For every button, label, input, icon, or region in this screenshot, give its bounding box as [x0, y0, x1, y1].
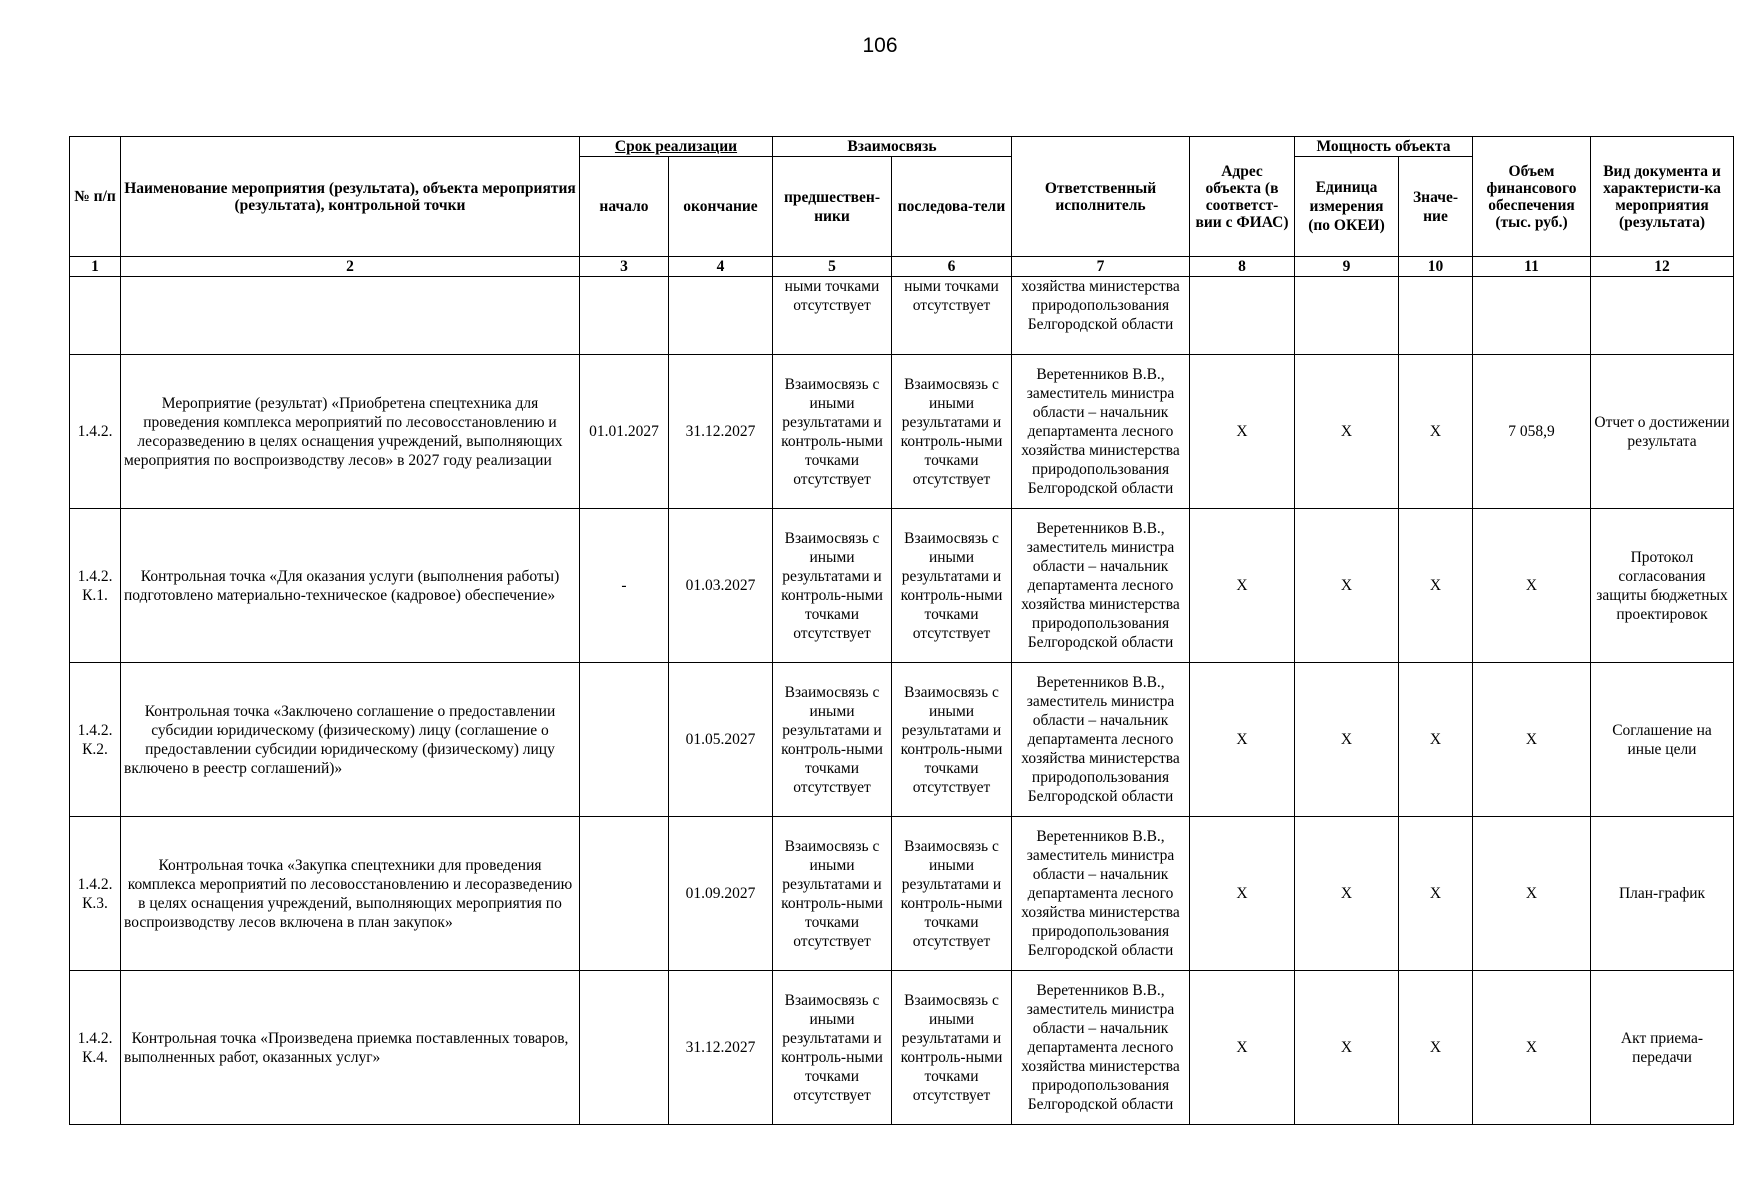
page-number: 106	[862, 34, 898, 57]
cell-end: 31.12.2027	[669, 971, 773, 1125]
plan-table	[69, 136, 1734, 1125]
table-body	[70, 277, 1734, 1125]
cell-end: 31.12.2027	[669, 355, 773, 509]
cell-successors: Взаимосвязь с иными результатами и контроль-ными точками отсутствует	[892, 355, 1012, 509]
cell-unit: X	[1295, 509, 1399, 663]
colnum-12: 12	[1591, 257, 1734, 277]
cell-responsible: Веретенников В.В., заместитель министра области – начальник департамента лесного хозяйства министерства природопользования Белгородской области	[1012, 355, 1190, 509]
colnum-3: 3	[580, 257, 669, 277]
cell-doc: План-график	[1591, 817, 1734, 971]
cell-num: 1.4.2. К.1.	[70, 509, 121, 663]
cell-unit: X	[1295, 355, 1399, 509]
colnum-9: 9	[1295, 257, 1399, 277]
table-header	[70, 137, 1734, 277]
header-term-group	[580, 137, 773, 157]
header-start: начало	[580, 157, 669, 257]
cell-start: 01.01.2027	[580, 355, 669, 509]
header-doc: Вид документа и характеристи-ка мероприятия (результата)	[1591, 137, 1734, 257]
cell-volume: X	[1473, 663, 1591, 817]
cell-volume: X	[1473, 817, 1591, 971]
header-value: Значе-ние	[1399, 157, 1473, 257]
colnum-2: 2	[121, 257, 580, 277]
cell-predecessors: Взаимосвязь с иными результатами и контроль-ными точками отсутствует	[773, 509, 892, 663]
cell-num: 1.4.2. К.2.	[70, 663, 121, 817]
header-predecessors: предшествен-ники	[773, 157, 892, 257]
header-capacity-group: Мощность объекта	[1295, 137, 1473, 157]
cell-address: X	[1190, 509, 1295, 663]
cell-unit	[1295, 277, 1399, 355]
cell-start	[580, 817, 669, 971]
colnum-10: 10	[1399, 257, 1473, 277]
cell-start	[580, 663, 669, 817]
cell-responsible: Веретенников В.В., заместитель министра области – начальник департамента лесного хозяйства министерства природопользования Белгородской области	[1012, 663, 1190, 817]
cell-start	[580, 277, 669, 355]
cell-value: X	[1399, 509, 1473, 663]
header-successors: последова-тели	[892, 157, 1012, 257]
cell-address: X	[1190, 817, 1295, 971]
colnum-6: 6	[892, 257, 1012, 277]
cell-name: Мероприятие (результат) «Приобретена спецтехника для проведения комплекса мероприятий по лесовосстановлению и лесоразведению в целях оснащения учреждений, выполняющих мероприятия по воспроизводству лесов» в 2027 году реализации	[121, 355, 580, 509]
cell-unit: X	[1295, 817, 1399, 971]
header-address: Адрес объекта (в соответст-вии с ФИАС)	[1190, 137, 1295, 257]
cell-successors: Взаимосвязь с иными результатами и контроль-ными точками отсутствует	[892, 971, 1012, 1125]
colnum-11: 11	[1473, 257, 1591, 277]
header-num: № п/п	[70, 137, 121, 257]
colnum-5: 5	[773, 257, 892, 277]
cell-predecessors: Взаимосвязь с иными результатами и контроль-ными точками отсутствует	[773, 355, 892, 509]
colnum-7: 7	[1012, 257, 1190, 277]
table-row	[70, 663, 1734, 817]
cell-responsible: Веретенников В.В., заместитель министра области – начальник департамента лесного хозяйства министерства природопользования Белгородской области	[1012, 817, 1190, 971]
cell-volume	[1473, 277, 1591, 355]
cell-value: X	[1399, 971, 1473, 1125]
cell-unit: X	[1295, 663, 1399, 817]
cell-num: 1.4.2. К.4.	[70, 971, 121, 1125]
header-end: окончание	[669, 157, 773, 257]
cell-address	[1190, 277, 1295, 355]
cell-end: 01.05.2027	[669, 663, 773, 817]
table-row	[70, 355, 1734, 509]
cell-address: X	[1190, 355, 1295, 509]
cell-doc	[1591, 277, 1734, 355]
cell-value: X	[1399, 355, 1473, 509]
cell-successors: ными точками отсутствует	[892, 277, 1012, 355]
header-responsible: Ответственный исполнитель	[1012, 137, 1190, 257]
cell-value	[1399, 277, 1473, 355]
cell-predecessors: Взаимосвязь с иными результатами и контроль-ными точками отсутствует	[773, 663, 892, 817]
header-term-group-label: Срок реализации	[614, 138, 738, 155]
table-row	[70, 817, 1734, 971]
cell-predecessors: ными точками отсутствует	[773, 277, 892, 355]
header-unit: Единица измерения (по ОКЕИ)	[1295, 157, 1399, 257]
header-name: Наименование мероприятия (результата), объекта мероприятия (результата), контрольной точки	[121, 137, 580, 257]
header-link-group: Взаимосвязь	[773, 137, 1012, 157]
cell-responsible: хозяйства министерства природопользования Белгородской области	[1012, 277, 1190, 355]
colnum-8: 8	[1190, 257, 1295, 277]
cell-end: 01.09.2027	[669, 817, 773, 971]
cell-name: Контрольная точка «Для оказания услуги (выполнения работы) подготовлено материально-техническое (кадровое) обеспечение»	[121, 509, 580, 663]
cell-volume: X	[1473, 509, 1591, 663]
cell-doc: Отчет о достижении результата	[1591, 355, 1734, 509]
cell-start	[580, 971, 669, 1125]
cell-num: 1.4.2. К.3.	[70, 817, 121, 971]
cell-predecessors: Взаимосвязь с иными результатами и контроль-ными точками отсутствует	[773, 971, 892, 1125]
cell-name: Контрольная точка «Закупка спецтехники для проведения комплекса мероприятий по лесовосстановлению и лесоразведению в целях оснащения учреждений, выполняющих мероприятия по воспроизводству лесов включена в план закупок»	[121, 817, 580, 971]
cell-num	[70, 277, 121, 355]
table-row	[70, 971, 1734, 1125]
cell-doc: Соглашение на иные цели	[1591, 663, 1734, 817]
cell-successors: Взаимосвязь с иными результатами и контроль-ными точками отсутствует	[892, 509, 1012, 663]
cell-doc: Протокол согласования защиты бюджетных проектировок	[1591, 509, 1734, 663]
cell-end: 01.03.2027	[669, 509, 773, 663]
cell-value: X	[1399, 817, 1473, 971]
cell-predecessors: Взаимосвязь с иными результатами и контроль-ными точками отсутствует	[773, 817, 892, 971]
cell-successors: Взаимосвязь с иными результатами и контроль-ными точками отсутствует	[892, 817, 1012, 971]
cell-volume: 7 058,9	[1473, 355, 1591, 509]
cell-responsible: Веретенников В.В., заместитель министра области – начальник департамента лесного хозяйства министерства природопользования Белгородской области	[1012, 971, 1190, 1125]
cell-volume: X	[1473, 971, 1591, 1125]
table-row	[70, 509, 1734, 663]
cell-address: X	[1190, 663, 1295, 817]
cell-address: X	[1190, 971, 1295, 1125]
header-volume: Объем финансового обеспечения (тыс. руб.)	[1473, 137, 1591, 257]
cell-value: X	[1399, 663, 1473, 817]
continuation-row	[70, 277, 1734, 355]
colnum-1: 1	[70, 257, 121, 277]
cell-name: Контрольная точка «Заключено соглашение о предоставлении субсидии юридическому (физическому) лицу (соглашение о предоставлении субсидии юридическому (физическому) лицу включено в реестр соглашений)»	[121, 663, 580, 817]
cell-end	[669, 277, 773, 355]
cell-doc: Акт приема-передачи	[1591, 971, 1734, 1125]
cell-unit: X	[1295, 971, 1399, 1125]
cell-name: Контрольная точка «Произведена приемка поставленных товаров, выполненных работ, оказанных услуг»	[121, 971, 580, 1125]
cell-successors: Взаимосвязь с иными результатами и контроль-ными точками отсутствует	[892, 663, 1012, 817]
cell-name	[121, 277, 580, 355]
colnum-4: 4	[669, 257, 773, 277]
cell-responsible: Веретенников В.В., заместитель министра области – начальник департамента лесного хозяйства министерства природопользования Белгородской области	[1012, 509, 1190, 663]
cell-num: 1.4.2.	[70, 355, 121, 509]
cell-start: -	[580, 509, 669, 663]
